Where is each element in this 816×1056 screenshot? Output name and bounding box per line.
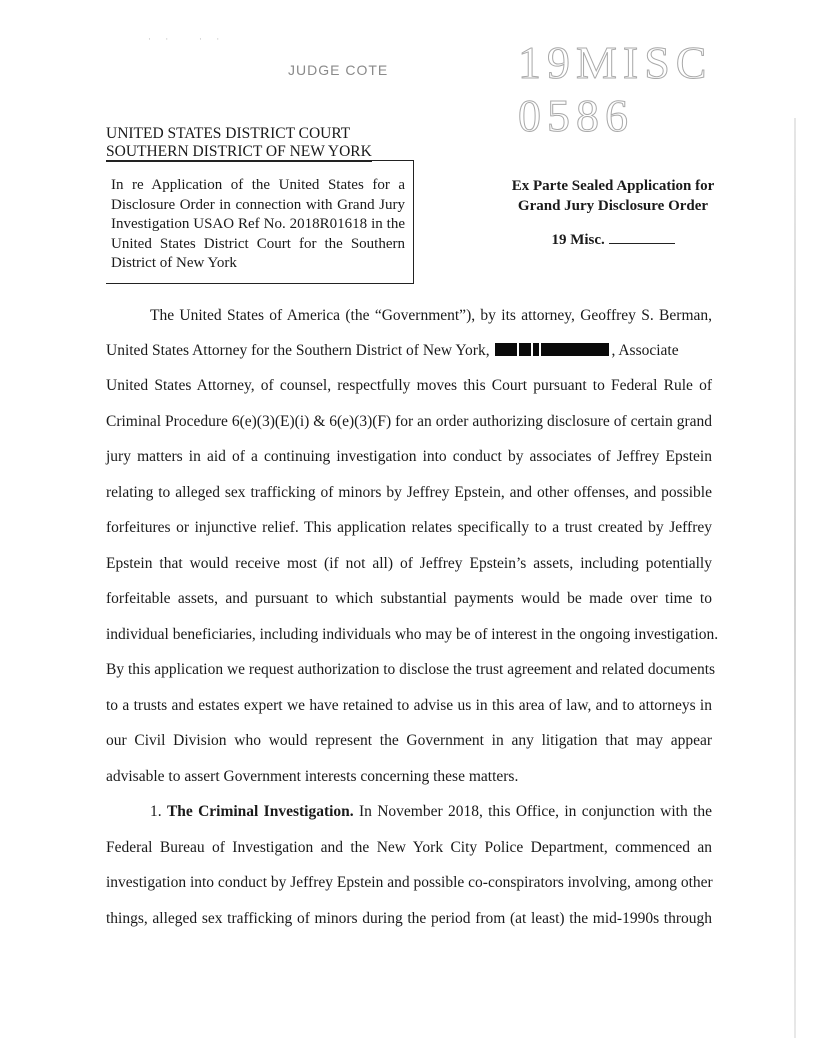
- misc-number: [478, 231, 748, 249]
- title-line-2: Grand Jury Disclosure Order: [517, 197, 709, 214]
- body-line: United States Attorney, of counsel, respectfully moves this Court pursuant to Federal Rule of: [106, 377, 712, 394]
- body-line: advisable to assert Government interests concerning these matters.: [106, 768, 519, 785]
- scan-specks: · · · ·: [148, 34, 226, 44]
- section-heading: The Criminal Investigation.: [166, 803, 354, 820]
- body-line: By this application we request authorization to disclose the trust agreement and related documents: [106, 661, 716, 678]
- body-line: The United States of America (the “Government”), by its attorney, Geoffrey S. Berman,: [150, 307, 712, 324]
- body-line: Criminal Procedure 6(e)(3)(E)(i) & 6(e)(3)(F) for an order authorizing disclosure of certain grand: [106, 413, 712, 430]
- body-line: Federal Bureau of Investigation and the New York City Police Department, commenced an: [106, 839, 712, 856]
- body-line: individual beneficiaries, including individuals who may be of interest in the ongoing investigation.: [106, 626, 719, 643]
- scan-edge: [794, 118, 796, 1038]
- body-line-part: , Associate: [611, 342, 679, 359]
- section-number: 1.: [150, 803, 162, 820]
- body-line: Epstein that would receive most (if not all) of Jeffrey Epstein’s assets, including potentially: [106, 555, 712, 572]
- court-line-2: SOUTHERN DISTRICT OF NEW YORK: [106, 143, 372, 160]
- section-text: In November 2018, this Office, in conjunction with the: [358, 803, 712, 820]
- body-line: our Civil Division who would represent the Government in any litigation that may appear: [106, 732, 712, 749]
- body-line: [106, 342, 712, 360]
- misc-blank: [609, 231, 675, 244]
- section-1-line: [150, 803, 712, 821]
- body-line: forfeitures or injunctive relief. This application relates specifically to a trust created by Jeffrey: [106, 519, 712, 536]
- court-line-1: UNITED STATES DISTRICT COURT: [106, 125, 351, 142]
- court-name: [106, 125, 372, 162]
- redaction-block: [495, 343, 609, 356]
- title-line-1: Ex Parte Sealed Application for: [511, 178, 715, 194]
- case-caption: In re Application of the United States for a Disclosure Order in connection with Grand Jury Investigation USAO Ref No. 2018R01618 in the United States District Court for the Southern District of New York: [111, 177, 405, 271]
- document-title: [478, 177, 748, 216]
- misc-label: 19 Misc.: [551, 232, 605, 248]
- body-line: investigation into conduct by Jeffrey Epstein and possible co-conspirators involving, among other: [106, 874, 713, 891]
- body-line: things, alleged sex trafficking of minors during the period from (at least) the mid-1990s through: [106, 910, 712, 927]
- judge-stamp: JUDGE COTE: [288, 62, 389, 78]
- case-number-stamp: 19MISC 0586: [518, 37, 713, 141]
- body-line: to a trusts and estates expert we have retained to advise us in this area of law, and to attorneys in: [106, 697, 712, 714]
- body-line: jury matters in aid of a continuing investigation into conduct by associates of Jeffrey Epstein: [106, 448, 712, 465]
- body-line-part: United States Attorney for the Southern District of New York,: [106, 342, 490, 359]
- body-line: relating to alleged sex trafficking of minors by Jeffrey Epstein, and other offenses, and possible: [106, 484, 712, 501]
- body-line: forfeitable assets, and pursuant to which substantial payments would be made over time to: [106, 590, 712, 607]
